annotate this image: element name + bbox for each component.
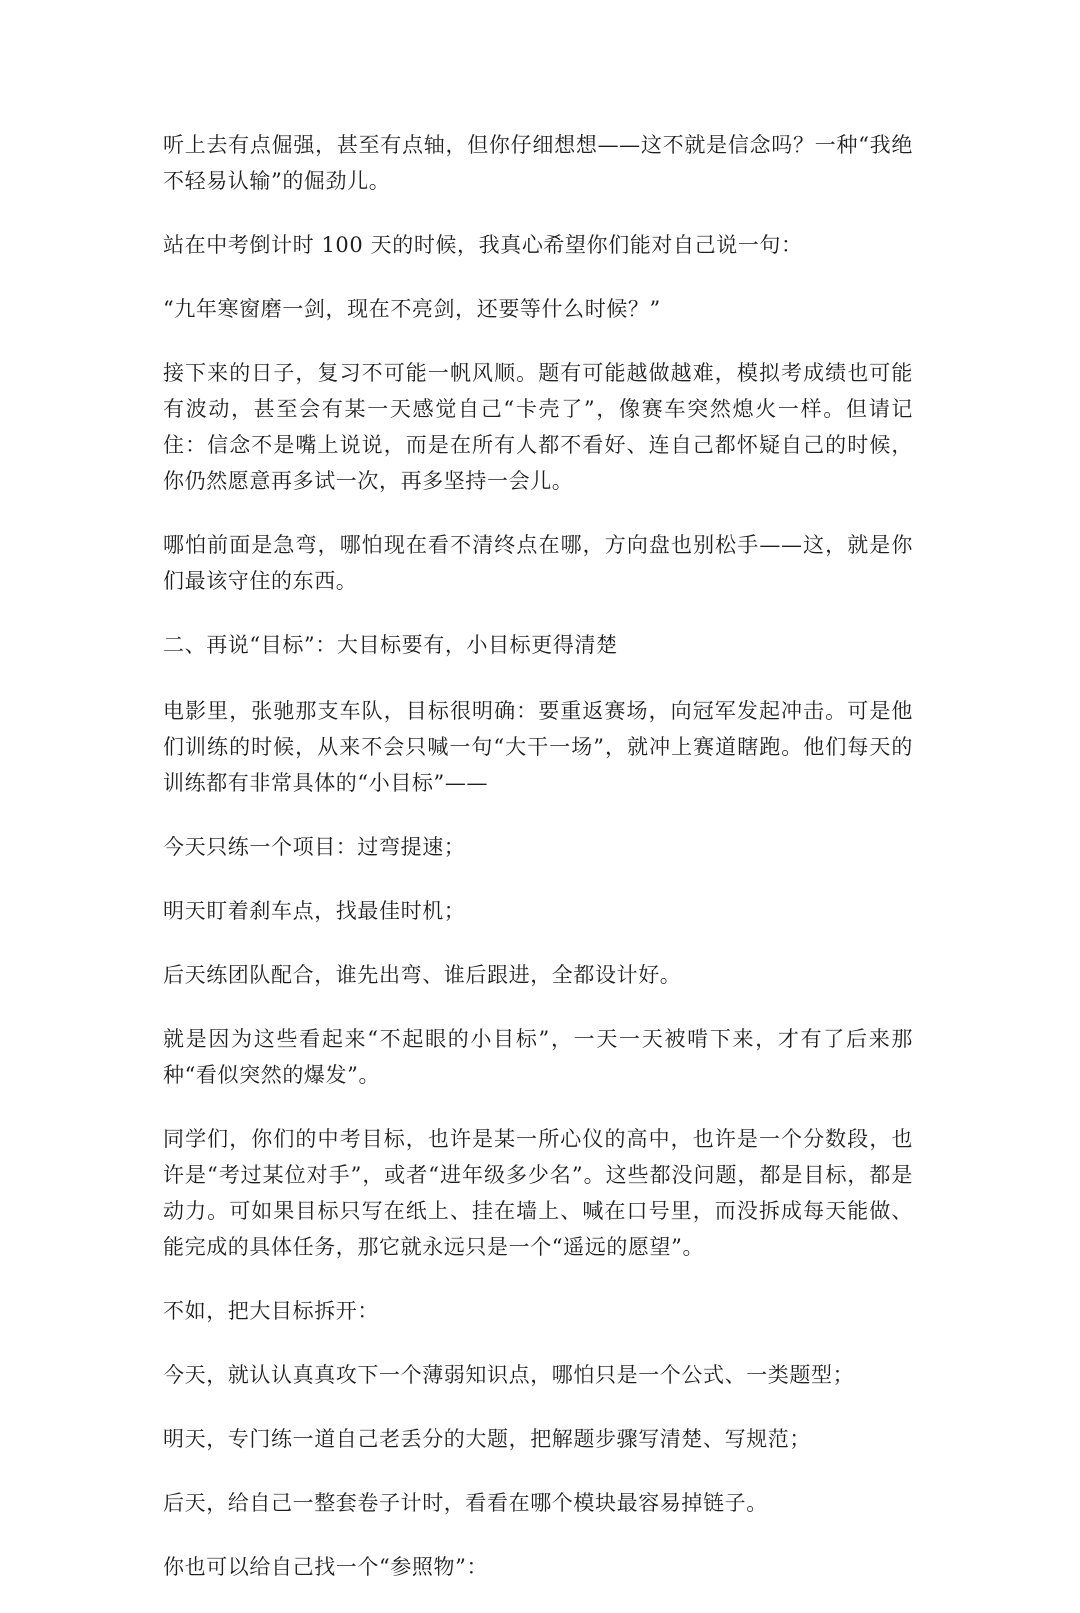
paragraph-split-big-goal: 不如，把大目标拆开： (163, 1299, 379, 1323)
paragraph-small-goals-burst: 就是因为这些看起来“不起眼的小目标”，一天一天被啃下来，才有了后来那种“看似突然的爆发”。 (163, 1027, 913, 1087)
paragraph-movie-team-goals: 电影里，张驰那支车队，目标很明确：要重返赛场，向冠军发起冲击。可是他们训练的时候，从来不会只喊一句“大干一场”，就冲上赛道瞎跑。他们每天的训练都有非常具体的“小目标”—— (163, 699, 913, 795)
paragraph-quote-sword: “九年寒窗磨一剑，现在不亮剑，还要等什么时候？” (163, 297, 661, 321)
list-item-day-after-training: 后天练团队配合，谁先出弯、谁后跟进，全都设计好。 (163, 963, 682, 987)
paragraph-hold-steering-wheel: 哪怕前面是急弯，哪怕现在看不清终点在哪，方向盘也别松手——这，就是你们最该守住的东西。 (163, 533, 913, 593)
list-item-day-after-task: 后天，给自己一整套卷子计时，看看在哪个模块最容易掉链子。 (163, 1491, 768, 1515)
list-item-tomorrow-task: 明天，专门练一道自己老丢分的大题，把解题步骤写清楚、写规范； (163, 1427, 811, 1451)
paragraph-reference-object: 你也可以给自己找一个“参照物”： (163, 1555, 489, 1579)
paragraph-review-not-smooth: 接下来的日子，复习不可能一帆风顺。题有可能越做越难，模拟考成绩也可能有波动，甚至会有某一天感觉自己“卡壳了”，像赛车突然熄火一样。但请记住：信念不是嘴上说说，而是在所有人都不看好、连自己都怀疑自己的时候，你仍然愿意再多试一次，再多坚持一会儿。 (163, 361, 913, 493)
list-item-tomorrow-training: 明天盯着刹车点，找最佳时机； (163, 899, 466, 923)
section-heading-goals: 二、再说“目标”：大目标要有，小目标更得清楚 (163, 633, 618, 657)
paragraph-exam-goals: 同学们，你们的中考目标，也许是某一所心仪的高中，也许是一个分数段，也许是“考过某位对手”，或者“进年级多少名”。这些都没问题，都是目标，都是动力。可如果目标只写在纸上、挂在墙上、喊在口号里，而没拆成每天能做、能完成的具体任务，那它就永远只是一个“遥远的愿望”。 (163, 1127, 913, 1259)
document-body (163, 127, 913, 1613)
list-item-today-training: 今天只练一个项目：过弯提速； (163, 835, 466, 859)
list-item-today-task: 今天，就认认真真攻下一个薄弱知识点，哪怕只是一个公式、一类题型； (163, 1363, 855, 1387)
paragraph-belief-stubbornness: 听上去有点倔强，甚至有点轴，但你仔细想想——这不就是信念吗？一种“我绝不轻易认输”的倔劲儿。 (163, 133, 913, 193)
paragraph-countdown-100-days: 站在中考倒计时 100 天的时候，我真心希望你们能对自己说一句： (163, 233, 803, 257)
